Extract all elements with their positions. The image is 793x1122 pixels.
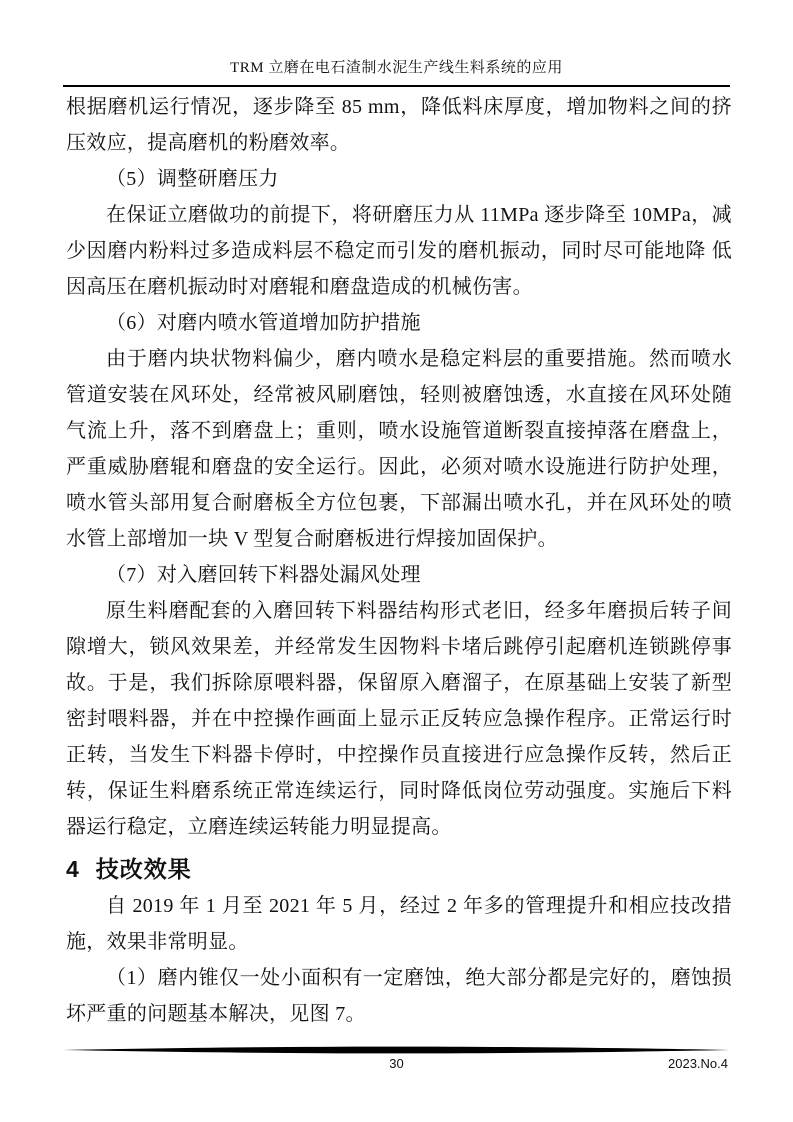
paragraph: 自 2019 年 1 月至 2021 年 5 月，经过 2 年多的管理提升和相应技改措施，效果非常明显。 xyxy=(66,895,732,953)
page-header xyxy=(63,56,730,87)
footer-meta xyxy=(63,1056,730,1076)
footer-rule xyxy=(63,1046,730,1054)
paragraph: 在保证立磨做功的前提下，将研磨压力从 11MPa 逐步降至 10MPa，减少因磨内粉料过多造成料层不稳定而引发的磨机振动，同时尽可能地降 低因高压在磨机振动时对磨辊和磨盘造成的机械伤害。 xyxy=(66,204,732,298)
section-heading xyxy=(66,850,732,888)
paragraph-continuation: 根据磨机运行情况，逐步降至 85 mm，降低料床厚度，增加物料之间的挤压效应，提高磨机的粉磨效率。 xyxy=(66,96,732,154)
subheading-item-6: （6）对磨内喷水管道增加防护措施 xyxy=(106,312,421,334)
section-title: 技改效果 xyxy=(95,856,192,882)
page-number: 30 xyxy=(389,1056,404,1071)
subheading-item-5: （5）调整研磨压力 xyxy=(106,168,279,190)
page-body xyxy=(66,89,732,1032)
section-number: 4 xyxy=(66,856,80,882)
paragraph: 由于磨内块状物料偏少，磨内喷水是稳定料层的重要措施。然而喷水管道安装在风环处，经常被风刷磨蚀，轻则被磨蚀透，水直接在风环处随气流上升，落不到磨盘上；重则，喷水设施管道断裂直接掉落在磨盘上，严重威胁磨辊和磨盘的安全运行。因此，必须对喷水设施进行防护处理，喷水管头部用复合耐磨板全方位包裹，下部漏出喷水孔，并在风环处的喷水管上部增加一块 V 型复合耐磨板进行焊接加固保护。 xyxy=(66,348,732,550)
running-title: TRM 立磨在电石渣制水泥生产线生料系统的应用 xyxy=(230,60,563,76)
paragraph: （1）磨内锥仅一处小面积有一定磨蚀，绝大部分都是完好的，磨蚀损坏严重的问题基本解决，见图 7。 xyxy=(66,967,732,1025)
page-footer xyxy=(63,1046,730,1076)
subheading-item-7: （7）对入磨回转下料器处漏风处理 xyxy=(106,564,421,586)
issue-label: 2023.No.4 xyxy=(668,1056,728,1071)
paragraph: 原生料磨配套的入磨回转下料器结构形式老旧，经多年磨损后转子间隙增大，锁风效果差，并经常发生因物料卡堵后跳停引起磨机连锁跳停事故。于是，我们拆除原喂料器，保留原入磨溜子，在原基础上安装了新型密封喂料器，并在中控操作画面上显示正反转应急操作程序。正常运行时正转，当发生下料器卡停时，中控操作员直接进行应急操作反转，然后正转，保证生料磨系统正常连续运行，同时降低岗位劳动强度。实施后下料器运行稳定，立磨连续运转能力明显提高。 xyxy=(66,600,732,838)
